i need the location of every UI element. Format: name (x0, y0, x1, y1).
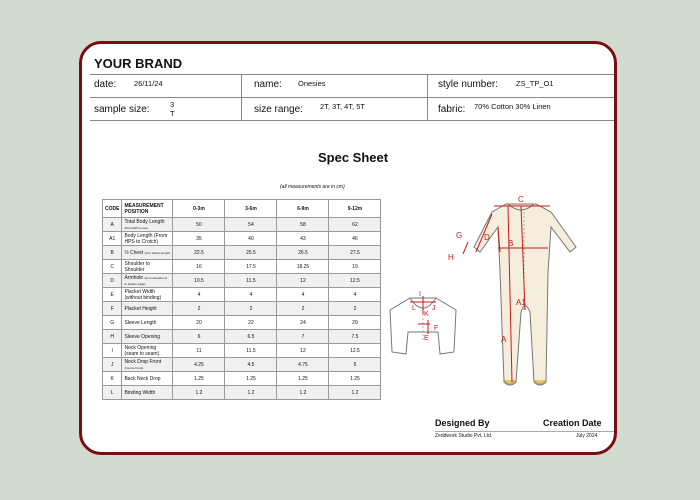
spec-row-k (103, 372, 381, 386)
row-value: 4.75 (277, 358, 329, 372)
row-position-note: (Centre Front) (124, 365, 144, 370)
row-value: 1.2 (173, 386, 225, 400)
row-position (122, 386, 173, 400)
row-position-text: Sleeve Length (124, 319, 157, 326)
row-value: 43 (277, 232, 329, 246)
spec-row-e (103, 288, 381, 302)
label-g: G (456, 231, 463, 240)
style-label: style number: (438, 79, 499, 90)
date-cell (90, 75, 242, 97)
row-code: A1 (103, 232, 122, 246)
col-3-6m: 3-6m (225, 200, 277, 218)
row-position-text: Placket Width (without binding) (124, 288, 162, 301)
sample-value-2: T (170, 109, 175, 118)
row-value: 4 (277, 288, 329, 302)
row-value: 19 (329, 260, 381, 274)
row-position-text: Shoulder to Shoulder (124, 260, 151, 273)
row-position (122, 302, 173, 316)
row-value: 2 (277, 302, 329, 316)
row-value: 4 (173, 288, 225, 302)
range-label: size range: (254, 104, 303, 115)
row-value: 22 (225, 316, 277, 330)
row-value: 12 (277, 344, 329, 358)
onesie-diagram (388, 192, 598, 402)
row-value: 4.5 (225, 358, 277, 372)
name-cell (242, 75, 428, 97)
row-code: B (103, 246, 122, 260)
sample-cell (90, 98, 242, 120)
spec-row-c (103, 260, 381, 274)
row-position-note: (from shoulder pt to bottom edge) (124, 275, 168, 286)
row-position (122, 232, 173, 246)
row-value: 1.25 (225, 372, 277, 386)
row-position (122, 246, 173, 260)
row-value: 2 (225, 302, 277, 316)
row-value: 12 (277, 274, 329, 288)
spec-row-l (103, 386, 381, 400)
row-value: 62 (329, 218, 381, 232)
row-value: 22.5 (173, 246, 225, 260)
row-value: 46 (329, 232, 381, 246)
spec-sheet-frame (79, 41, 617, 455)
row-value: 1.2 (329, 386, 381, 400)
header-row-1 (90, 75, 617, 98)
row-value: 7.5 (329, 330, 381, 344)
col-position: MEASUREMENT POSITION (122, 200, 173, 218)
spec-row-h (103, 330, 381, 344)
label-a1: A1 (516, 298, 526, 307)
spec-row-a (103, 218, 381, 232)
label-a: A (501, 335, 507, 344)
col-9-12m: 9-12m (329, 200, 381, 218)
spec-row-d (103, 274, 381, 288)
row-value: 25.5 (225, 246, 277, 260)
brand-title: YOUR BRAND (90, 52, 617, 75)
row-position-note: (1cm below armpit) (144, 250, 170, 255)
spec-sheet-title: Spec Sheet (318, 150, 389, 165)
label-h: H (448, 253, 454, 262)
spec-table-header (103, 200, 381, 218)
studio-name: Zeddwork Studio Pvt. Ltd. (435, 433, 493, 439)
onesie-front-illustration (474, 204, 576, 385)
col-0-3m: 0-3m (173, 200, 225, 218)
row-code: F (103, 302, 122, 316)
row-value: 11.5 (225, 274, 277, 288)
style-value: ZS_TP_O1 (516, 79, 554, 88)
date-value: 26/11/24 (134, 79, 163, 88)
range-value: 2T, 3T, 4T, 5T (320, 102, 366, 111)
row-code: J (103, 358, 122, 372)
row-value: 4 (329, 288, 381, 302)
row-position-text: Armhole (124, 274, 144, 281)
label-d: D (484, 233, 490, 242)
row-position-text: Neck Drop Front (124, 358, 162, 365)
row-value: 2 (329, 302, 381, 316)
row-value: 54 (225, 218, 277, 232)
row-position (122, 344, 173, 358)
label-k: K (424, 311, 429, 318)
header-row-2 (90, 98, 617, 121)
row-value: 27.5 (329, 246, 381, 260)
row-value: 11.5 (225, 344, 277, 358)
spec-row-a1 (103, 232, 381, 246)
row-value: 4.25 (173, 358, 225, 372)
row-code: H (103, 330, 122, 344)
spec-row-i (103, 344, 381, 358)
row-code: I (103, 344, 122, 358)
row-position-text: Total Body Length (124, 218, 165, 225)
row-value: 12.5 (329, 344, 381, 358)
row-value: 35 (173, 232, 225, 246)
row-value: 17.5 (225, 260, 277, 274)
fabric-cell (428, 98, 617, 120)
row-value: 7 (277, 330, 329, 344)
row-value: 6 (173, 330, 225, 344)
row-position-text: Back Neck Drop (124, 375, 161, 382)
row-value: 20 (173, 316, 225, 330)
spec-row-b (103, 246, 381, 260)
fabric-value: 70% Cotton 30% Linen (474, 102, 551, 111)
label-e: E (424, 335, 429, 342)
label-c: C (518, 195, 524, 204)
row-position-note: (from HPS to toe) (124, 225, 148, 230)
spec-table (102, 199, 381, 400)
date-label: date: (94, 79, 117, 90)
row-value: 50 (173, 218, 225, 232)
row-position-text: Binding Width (124, 389, 156, 396)
row-position (122, 218, 173, 232)
row-value: 4 (225, 288, 277, 302)
row-value: 11 (173, 344, 225, 358)
name-label: name: (254, 79, 282, 90)
row-position (122, 274, 173, 288)
spec-row-j (103, 358, 381, 372)
row-value: 18.25 (277, 260, 329, 274)
row-value: 5 (329, 358, 381, 372)
row-value: 2 (173, 302, 225, 316)
fabric-label: fabric: (438, 104, 466, 115)
row-value: 1.25 (173, 372, 225, 386)
row-code: K (103, 372, 122, 386)
row-position (122, 316, 173, 330)
row-value: 12.5 (329, 274, 381, 288)
row-position (122, 372, 173, 386)
row-value: 1.2 (225, 386, 277, 400)
row-value: 6.5 (225, 330, 277, 344)
row-value: 40 (225, 232, 277, 246)
label-i: I (419, 291, 421, 298)
sample-label: sample size: (94, 104, 150, 115)
row-code: G (103, 316, 122, 330)
measurement-note: (all measurements are in cm) (280, 184, 345, 190)
row-position (122, 358, 173, 372)
sample-value-1: 3 (170, 100, 175, 109)
row-position-text: Neck Opening (seam to seam) (124, 344, 160, 357)
row-value: 24 (277, 316, 329, 330)
row-value: 1.25 (277, 372, 329, 386)
row-code: L (103, 386, 122, 400)
designed-by-label: Designed By (435, 418, 490, 428)
row-code: D (103, 274, 122, 288)
col-code: CODE (103, 200, 122, 218)
row-position-text: Placket Height (124, 305, 157, 312)
row-value: 58 (277, 218, 329, 232)
row-code: A (103, 218, 122, 232)
row-value: 26.5 (277, 246, 329, 260)
col-6-9m: 6-9m (277, 200, 329, 218)
row-code: C (103, 260, 122, 274)
spec-row-g (103, 316, 381, 330)
row-position (122, 288, 173, 302)
row-value: 16 (173, 260, 225, 274)
range-cell (242, 98, 428, 120)
row-position-text: Body Length (From HPS to Crotch) (124, 232, 168, 245)
row-value: 1.2 (277, 386, 329, 400)
style-cell (428, 75, 617, 97)
row-value: 1.25 (329, 372, 381, 386)
spec-row-f (103, 302, 381, 316)
signature-line (435, 431, 617, 432)
row-position (122, 260, 173, 274)
row-value: 10.5 (173, 274, 225, 288)
name-value: Onesies (298, 79, 326, 88)
label-l: L (412, 305, 416, 312)
row-position-text: ½ Chest (124, 249, 144, 256)
label-b: B (508, 239, 514, 248)
label-f: F (434, 325, 439, 332)
row-code: E (103, 288, 122, 302)
label-j: J (432, 305, 436, 312)
row-position-text: Sleeve Opening (124, 333, 161, 340)
row-position (122, 330, 173, 344)
creation-date-value: July 2024 (576, 433, 598, 439)
spec-sheet-document (90, 52, 614, 452)
creation-date-label: Creation Date (543, 418, 602, 428)
row-value: 29 (329, 316, 381, 330)
